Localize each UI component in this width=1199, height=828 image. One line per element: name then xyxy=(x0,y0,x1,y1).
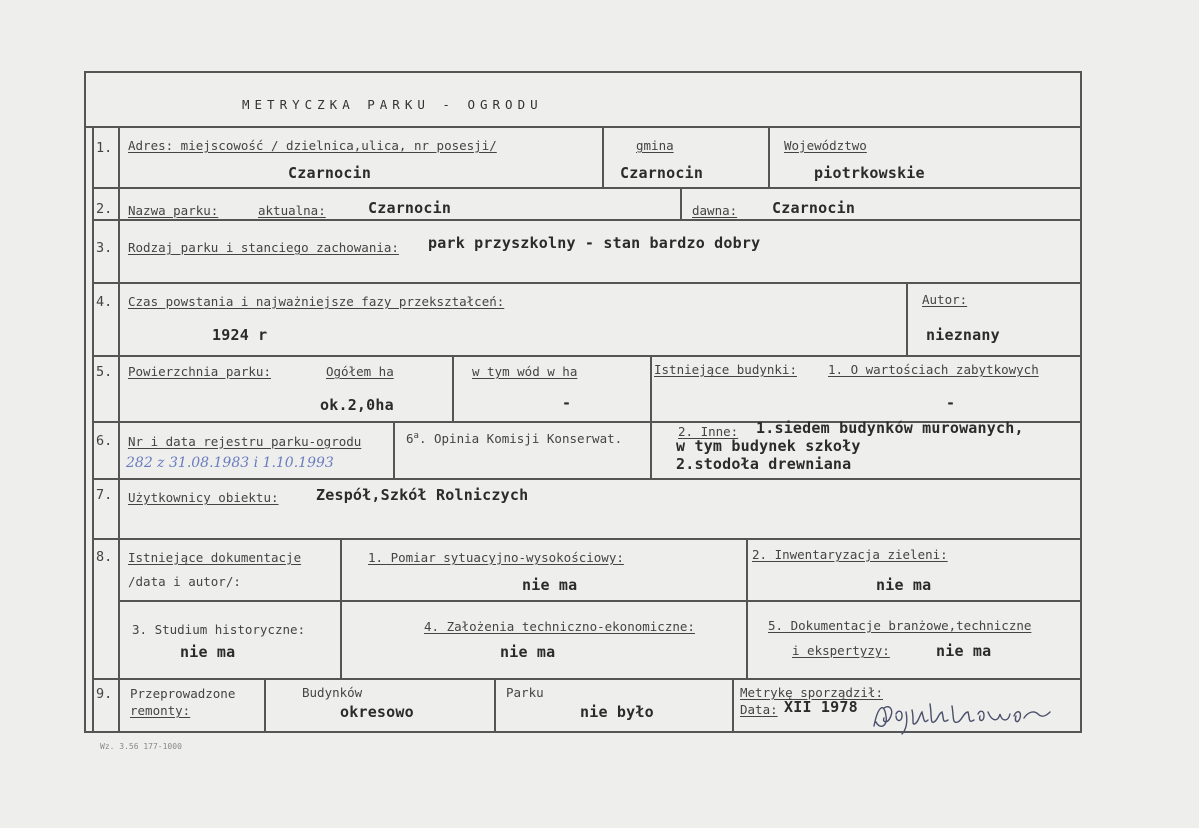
wojewodztwo-label: Województwo xyxy=(784,138,867,153)
greenery-inventory-value: nie ma xyxy=(876,576,932,594)
other-buildings-label: 2. Inne: xyxy=(678,424,739,439)
rule xyxy=(92,538,1082,540)
row-number: 3. xyxy=(96,240,113,256)
rule xyxy=(650,355,652,478)
row-number: 8. xyxy=(96,549,113,565)
survey-value: nie ma xyxy=(522,576,578,594)
park-renovation-label: Parku xyxy=(506,685,544,700)
park-name-label: Nazwa parku: xyxy=(128,203,219,218)
rule xyxy=(768,126,770,188)
rule xyxy=(680,187,682,220)
register-value: 282 z 31.08.1983 i 1.10.1993 xyxy=(126,455,334,471)
row-number: 4. xyxy=(96,294,113,310)
row-number: 1. xyxy=(96,140,113,156)
rule xyxy=(746,538,748,679)
buildings-renovation-label: Budynków xyxy=(302,685,363,700)
current-name-value: Czarnocin xyxy=(368,199,452,217)
row-number: 6. xyxy=(96,433,113,449)
address-value: Czarnocin xyxy=(288,164,372,182)
branch-docs-label-line2: i ekspertyzy: xyxy=(792,643,890,658)
rule xyxy=(118,126,120,733)
documentation-label-line2: /data i autor/: xyxy=(128,574,241,589)
branch-docs-value: nie ma xyxy=(936,642,992,660)
rule xyxy=(906,282,908,356)
total-ha-label: Ogółem ha xyxy=(326,364,394,379)
renovations-label-line1: Przeprowadzone xyxy=(130,686,236,701)
total-ha-value: ok.2,0ha xyxy=(320,396,394,414)
former-name-label: dawna: xyxy=(692,203,738,218)
other-buildings-line2: w tym budynek szkoły xyxy=(676,437,861,455)
creation-time-label: Czas powstania i najważniejsze fazy przekształceń: xyxy=(128,294,505,309)
gmina-value: Czarnocin xyxy=(620,164,704,182)
rule xyxy=(92,678,1082,680)
area-label: Powierzchnia parku: xyxy=(128,364,271,379)
users-label: Użytkownicy obiektu: xyxy=(128,490,279,505)
other-buildings-line1: 1.siedem budynków murowanych, xyxy=(756,419,1024,437)
technical-assumptions-value: nie ma xyxy=(500,643,556,661)
park-type-value: park przyszkolny - stan bardzo dobry xyxy=(428,234,761,252)
rule xyxy=(92,219,1082,221)
historic-buildings-label: 1. O wartościach zabytkowych xyxy=(828,362,1039,377)
gmina-label: gmina xyxy=(636,138,674,153)
rule xyxy=(92,478,1082,480)
form-title: METRYCZKA PARKU - OGRODU xyxy=(242,97,543,112)
branch-docs-label-line1: 5. Dokumentacje branżowe,techniczne xyxy=(768,618,1032,633)
rule xyxy=(393,421,395,479)
rule xyxy=(732,678,734,733)
users-value: Zespół,Szkół Rolniczych xyxy=(316,486,529,504)
former-name-value: Czarnocin xyxy=(772,199,856,217)
rule xyxy=(84,126,1082,128)
row-number: 5. xyxy=(96,364,113,380)
rule xyxy=(92,187,1082,189)
park-type-label: Rodzaj parku i stanciego zachowania: xyxy=(128,240,399,255)
conservator-opinion-label: 6$^a$. Opinia Komisji Konserwat. xyxy=(406,431,623,447)
rule xyxy=(452,355,454,422)
print-stamp: Wz. 3.56 177-1000 xyxy=(100,742,182,751)
date-label: Data: xyxy=(740,702,778,717)
other-buildings-line3: 2.stodoła drewniana xyxy=(676,455,852,473)
rule xyxy=(602,126,604,188)
current-name-label: aktualna: xyxy=(258,203,326,218)
rule xyxy=(340,538,342,679)
wojewodztwo-value: piotrkowskie xyxy=(814,164,925,182)
water-ha-value: - xyxy=(562,394,572,412)
rule xyxy=(494,678,496,733)
technical-assumptions-label: 4. Założenia techniczno-ekonomiczne: xyxy=(424,619,695,634)
historical-study-label: 3. Studium historyczne: xyxy=(132,622,306,637)
water-ha-label: w tym wód w ha xyxy=(472,364,578,379)
author-label: Autor: xyxy=(922,292,968,307)
row-number: 7. xyxy=(96,487,113,503)
row-number: 2. xyxy=(96,201,113,217)
documentation-label-line1: Istniejące dokumentacje xyxy=(128,550,302,565)
survey-label: 1. Pomiar sytuacyjno-wysokościowy: xyxy=(368,550,624,565)
historic-buildings-value: - xyxy=(946,394,956,412)
historical-study-value: nie ma xyxy=(180,643,236,661)
rule xyxy=(92,355,1082,357)
rule xyxy=(120,600,1082,602)
prepared-by-label: Metrykę sporządził: xyxy=(740,685,883,700)
rule xyxy=(92,282,1082,284)
renovations-label-line2: remonty: xyxy=(130,703,191,718)
greenery-inventory-label: 2. Inwentaryzacja zieleni: xyxy=(752,547,948,562)
author-value: nieznany xyxy=(926,326,1000,344)
rule xyxy=(92,126,94,733)
row-number: 9. xyxy=(96,686,113,702)
rule xyxy=(264,678,266,733)
handwritten-signature xyxy=(868,696,1058,740)
park-renovation-value: nie było xyxy=(580,703,654,721)
buildings-label: Istniejące budynki: xyxy=(654,362,797,377)
date-value: XII 1978 xyxy=(784,698,858,716)
creation-time-value: 1924 r xyxy=(212,326,268,344)
register-label: Nr i data rejestru parku-ogrodu xyxy=(128,434,362,449)
buildings-renovation-value: okresowo xyxy=(340,703,414,721)
address-label: Adres: miejscowość / dzielnica,ulica, nr posesji/ xyxy=(128,138,497,153)
